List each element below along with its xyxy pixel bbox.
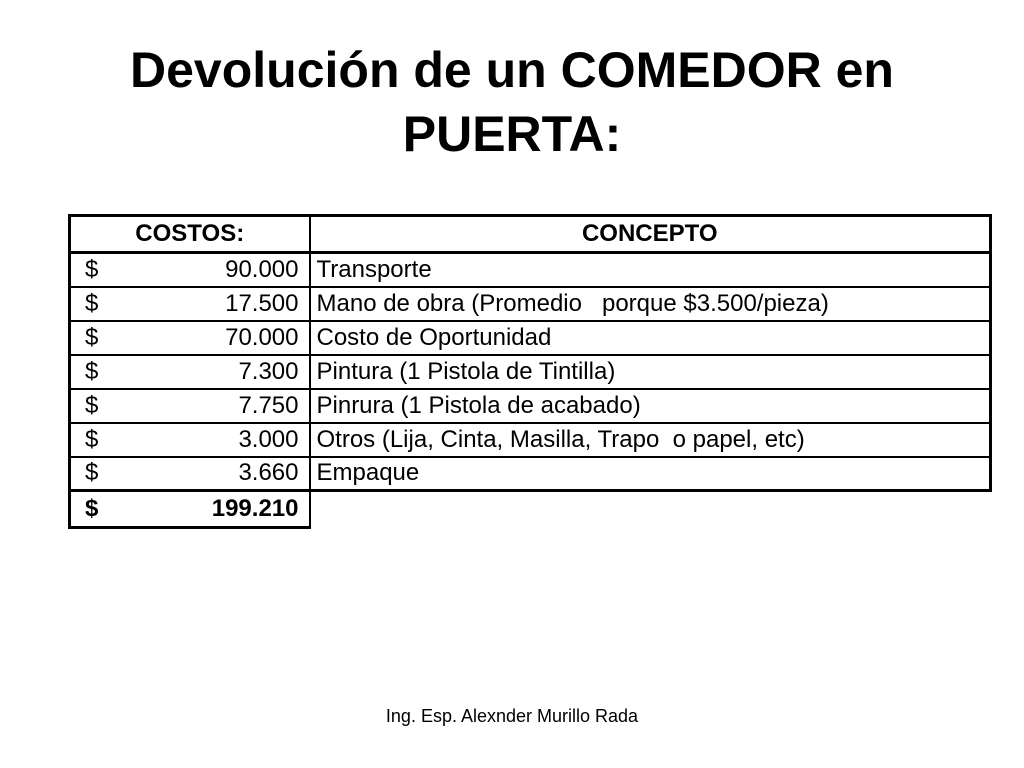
concept-cell	[310, 423, 991, 457]
table-row	[70, 253, 991, 287]
concept-text: Pintura (1 Pistola de Tintilla)	[316, 357, 616, 385]
cost-table	[68, 214, 992, 529]
cost-amount: 70.000	[225, 323, 299, 351]
cost-amount: 7.750	[238, 391, 299, 419]
currency-symbol: $	[85, 357, 99, 385]
page-title	[0, 38, 1024, 166]
total-currency-symbol: $	[85, 495, 99, 522]
table-row	[70, 321, 991, 355]
cost-cell	[70, 423, 310, 457]
table-row	[70, 287, 991, 321]
concept-cell	[310, 253, 991, 287]
cost-cell	[70, 321, 310, 355]
concept-text: Transporte	[316, 255, 432, 283]
table-header-row	[70, 216, 991, 253]
currency-symbol: $	[85, 255, 99, 283]
cost-amount: 7.300	[238, 357, 299, 385]
cost-cell	[70, 457, 310, 491]
cost-cell	[70, 287, 310, 321]
concept-text: Mano de obra (Promedio porque $3.500/pieza)	[316, 289, 829, 317]
cost-amount: 90.000	[225, 255, 299, 283]
footer-author: Ing. Esp. Alexnder Murillo Rada	[385, 706, 639, 726]
title-line-2: PUERTA:	[402, 106, 622, 162]
concept-cell	[310, 321, 991, 355]
concept-cell	[310, 287, 991, 321]
header-costos: COSTOS:	[70, 216, 310, 253]
concept-cell	[310, 355, 991, 389]
cost-amount: 3.660	[238, 459, 299, 487]
concept-text: Otros (Lija, Cinta, Masilla, Trapo o papel, etc)	[316, 425, 805, 453]
concept-text: Empaque	[316, 459, 420, 487]
title-line-1: Devolución de un COMEDOR en	[130, 42, 894, 98]
currency-symbol: $	[85, 391, 99, 419]
cost-cell	[70, 253, 310, 287]
concept-text: Pinrura (1 Pistola de acabado)	[316, 391, 641, 419]
concept-text: Costo de Oportunidad	[316, 323, 552, 351]
table-row	[70, 457, 991, 491]
table-row	[70, 389, 991, 423]
total-amount: 199.210	[211, 495, 299, 522]
table-row	[70, 355, 991, 389]
concept-cell	[310, 457, 991, 491]
currency-symbol: $	[85, 289, 99, 317]
currency-symbol: $	[85, 323, 99, 351]
total-row	[70, 491, 991, 528]
header-concepto: CONCEPTO	[310, 216, 991, 253]
empty-cell	[310, 491, 991, 528]
cost-cell	[70, 389, 310, 423]
currency-symbol: $	[85, 459, 99, 487]
cost-cell	[70, 355, 310, 389]
table-row	[70, 423, 991, 457]
concept-cell	[310, 389, 991, 423]
cost-amount: 17.500	[225, 289, 299, 317]
total-cell	[70, 491, 310, 528]
cost-amount: 3.000	[238, 425, 299, 453]
currency-symbol: $	[85, 425, 99, 453]
